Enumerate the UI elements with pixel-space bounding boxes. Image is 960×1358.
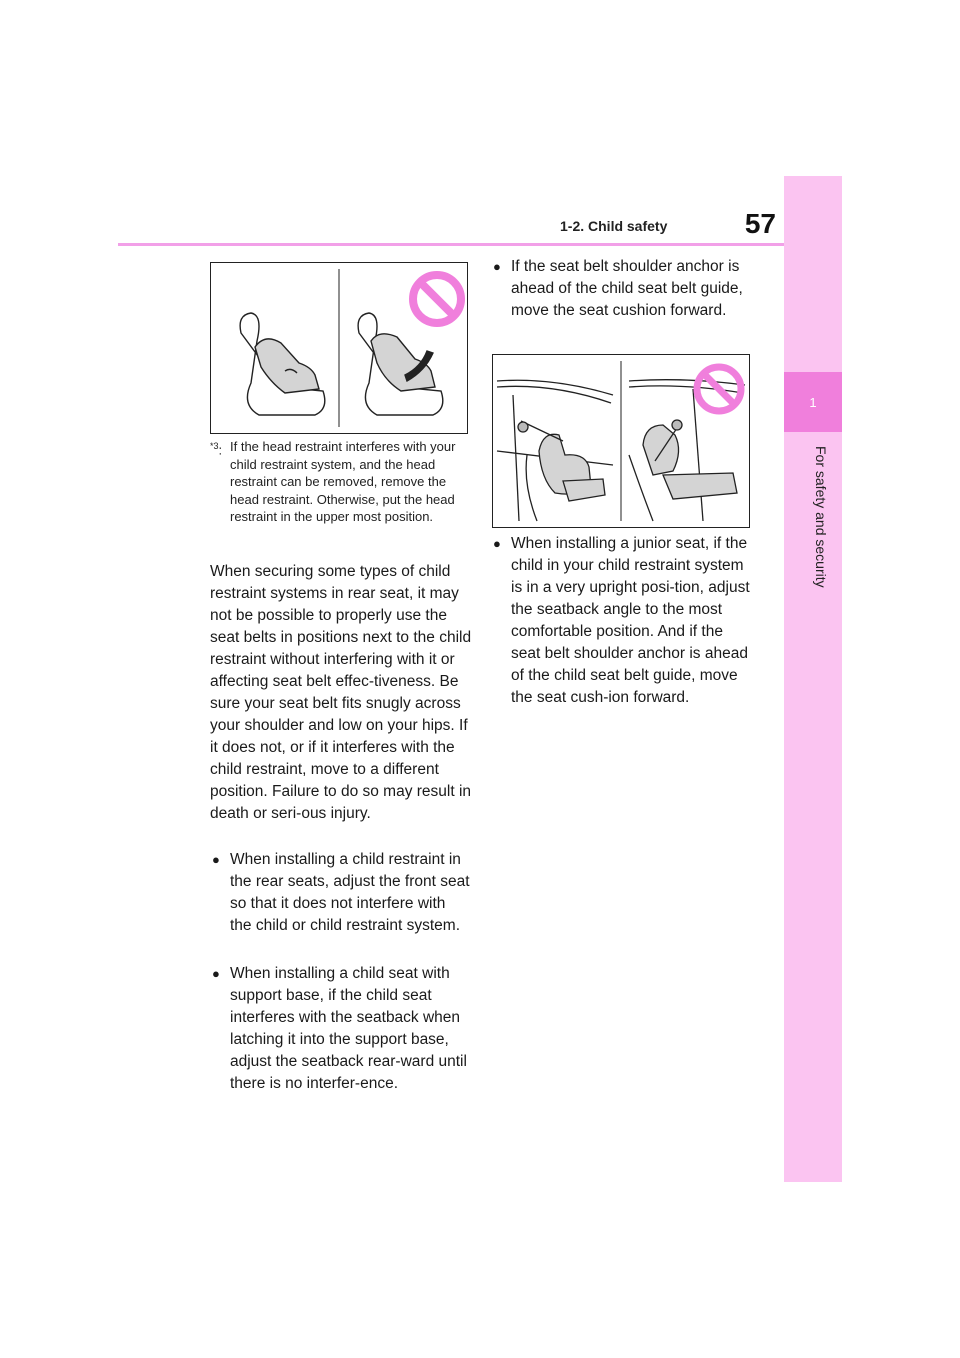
header-rule [118,243,784,246]
list-item-text: When installing a child restraint in the rear seats, adjust the front seat so that it does not interfere with the child or child restraint system. [230,851,470,934]
junior-seat-illustration [493,355,749,527]
list-item [493,533,751,709]
page-number: 57 [744,208,776,239]
chapter-title: For safety and security [813,446,829,588]
chapter-side-band [784,176,842,1182]
footnote-text: If the head restraint interferes with your child restraint system, and the head restraint can be removed, remove the head restraint. Otherwise, put the head restraint in the upper most position. [230,439,456,524]
chapter-number: 1 [809,394,817,410]
list-item-text: When installing a child seat with support base, if the child seat interferes with the seatback when latching it into the support base, adjust the seatback rear-ward until there is no interfer-ence. [230,965,467,1092]
prohibited-icon [413,275,461,323]
bullet-icon: ● [212,852,220,867]
head-restraint-illustration [211,263,467,433]
junior-seat-figure [492,354,750,528]
list-item-text: When installing a junior seat, if the child in your child restraint system is in a very upright posi-tion, adjust the seatback angle to the most comfortable position. And if the seat belt shoulder anchor is ahead of the child seat belt guide, move the seat cush-ion forward. [511,535,750,706]
bullet-icon: ● [493,259,501,274]
head-restraint-figure [210,262,468,434]
bullet-icon: ● [212,966,220,981]
list-item-text: If the seat belt shoulder anchor is ahead of the child seat belt guide, move the seat cushion forward. [511,258,743,319]
body-paragraph: When securing some types of child restraint systems in rear seat, it may not be possible to properly use the seat belts in positions next to the child restraint without interfering with it or affecting seat belt effec-tiveness. Be sure your seat belt fits snugly across your shoulder and low on your hips. If it does not, or if it interferes with the child restraint, move to a different position. Failure to do so may result in death or seri-ous injury. [210,563,472,822]
footnote [210,438,472,526]
list-item [493,256,751,322]
list-item [212,963,470,1095]
footnote-marker: $^{*3}$: [210,441,223,458]
list-item [212,849,470,937]
bullet-icon: ● [493,536,501,551]
section-title: 1-2. Child safety [560,218,668,234]
prohibited-icon [697,367,741,411]
chapter-tab[interactable] [784,372,842,432]
